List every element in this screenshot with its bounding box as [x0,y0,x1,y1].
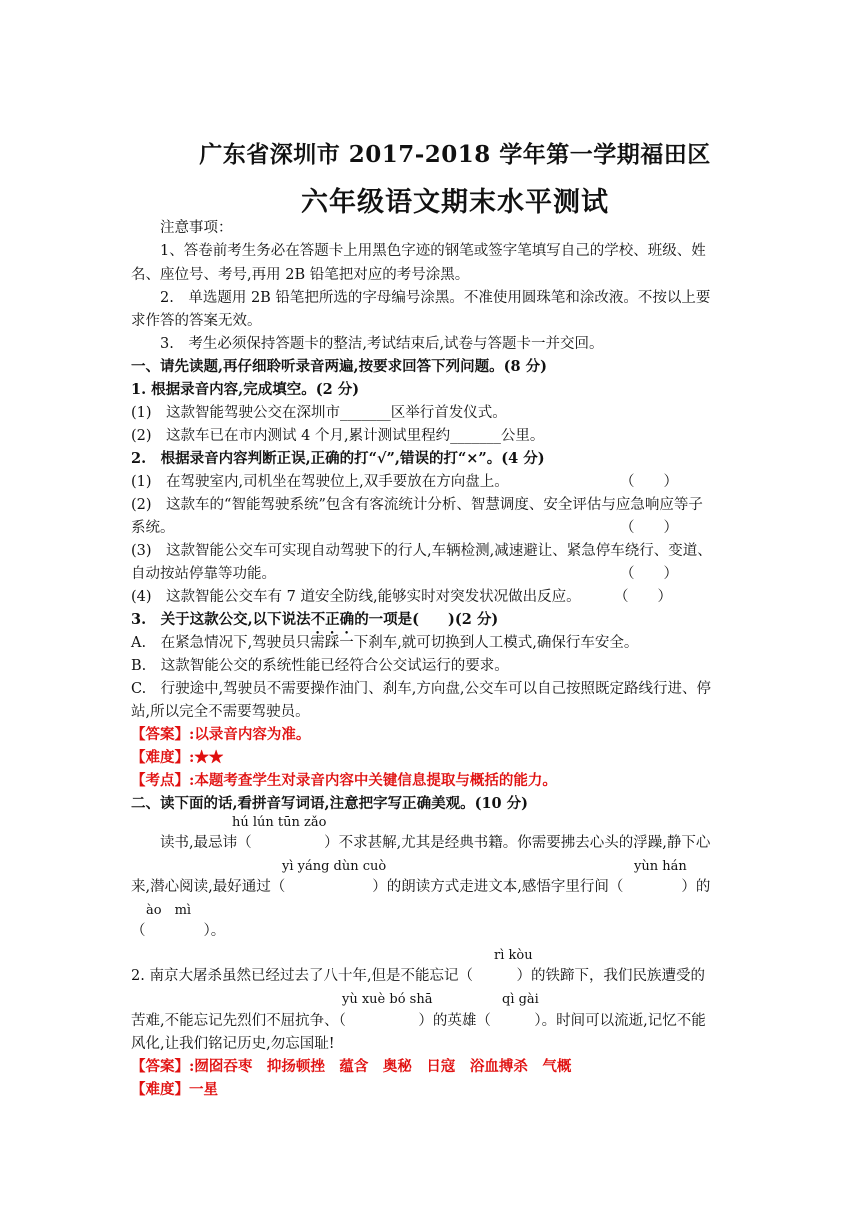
q1-item-2: (2) 这款车已在市内测试 4 个月,累计测试里程约_______公里。 [131,428,545,444]
section-2-answer: 【答案】:囫囵吞枣 抑扬顿挫 蕴含 奥秘 日寇 浴血搏杀 气概 [131,1058,572,1075]
q2-item-4-answer-box: （ ） [614,589,672,605]
note-2-line-a: 2. 单选题用 2B 铅笔把所选的字母编号涂黑。不准使用圆珠笔和涂改液。不按以上要 [160,290,711,306]
q2-item-4: (4) 这款智能公交车有 7 道安全防线,能够实时对突发状况做出反应。 [131,589,581,605]
pinyin-yi-yang-dun-cuo: yì yáng dùn cuò [282,859,387,874]
pinyin-ri-kou: rì kòu [494,948,533,963]
q3-heading-pre: 3. 关于这款公交,以下说法 [131,611,311,628]
section-2-difficulty: 【难度】一星 [131,1081,218,1098]
q2-heading: 2. 根据录音内容判断正误,正确的打“√”,错误的打“×”。(4 分) [131,450,545,467]
q1-item-1: (1) 这款智能驾驶公交在深圳市_______区举行首发仪式。 [131,405,507,421]
passage-1-line-1: 读书,最忌讳（ ）不求甚解,尤其是经典书籍。你需要拂去心头的浮躁,静下心 [160,835,711,851]
pinyin-ao-mi: ào mì [146,903,192,918]
q1-heading: 1. 根据录音内容,完成填空。(2 分) [131,381,360,398]
section-2-heading: 二、读下面的话,看拼音写词语,注意把字写正确美观。(10 分) [131,795,529,812]
passage-2-line-1: 2. 南京大屠杀虽然已经过去了八十年,但是不能忘记（ ）的铁蹄下，我们民族遭受的 [131,968,706,984]
q2-item-2-answer-box: （ ） [620,520,678,536]
section-1-answer: 【答案】:以录音内容为准。 [131,726,311,743]
q2-item-1: (1) 在驾驶室内,司机坐在驾驶位上,双手要放在方向盘上。 [131,474,509,490]
q3-heading-post: 的一项是( )(2 分) [354,611,499,628]
note-1-line-a: 1、答卷前考生务必在答题卡上用黑色字迹的钢笔或签字笔填写自己的学校、班级、姓 [160,243,706,259]
notes-heading: 注意事项： [160,220,233,236]
section-1-difficulty: 【难度】:★★ [131,749,224,766]
section-1-key-point: 【考点】:本题考查学生对录音内容中关键信息提取与概括的能力。 [131,772,557,789]
note-2-line-b: 求作答的答案无效。 [131,313,262,329]
q3-option-c-line-a: C. 行驶途中,驾驶员不需要操作油门、刹车,方向盘,公交车可以自己按照既定路线行进、停 [131,681,712,697]
pinyin-hu-lun-tun-zao: hú lún tūn zǎo [232,815,327,830]
exam-title-line2: 六年级语文期末水平测试 [301,187,609,218]
passage-2-line-2: 苦难,不能忘记先烈们不屈抗争、（ ）的英雄（ ）。时间可以流逝,记忆不能 [131,1013,706,1029]
q2-item-2-line-b: 系统。 [131,520,175,536]
pinyin-yu-xue-bo-sha: yù xuè bó shā [342,992,433,1007]
q2-item-3-answer-box: （ ） [620,566,678,582]
note-1-line-b: 名、座位号、考号,再用 2B 铅笔把对应的考号涂黑。 [131,267,470,283]
section-1-heading: 一、请先读题,再仔细聆听录音两遍,按要求回答下列问题。(8 分) [131,358,547,375]
passage-1-line-2: 来,潜心阅读,最好通过（ ）的朗读方式走进文本,感悟字里行间（ ）的 [131,879,711,895]
q3-option-c-line-b: 站,所以完全不需要驾驶员。 [131,704,310,720]
q3-option-a: A. 在紧急情况下,驾驶员只需踩一下刹车,就可切换到人工模式,确保行车安全。 [131,635,639,651]
exam-title-line1: 广东省深圳市 2017-2018 学年第一学期福田区 [199,141,711,168]
passage-1-line-3: （ ）。 [131,923,226,939]
q3-option-b: B. 这款智能公交的系统性能已经符合公交试运行的要求。 [131,658,509,674]
q2-item-3-line-a: (3) 这款智能公交车可实现自动驾驶下的行人,车辆检测,减速避让、紧急停车绕行、变道、 [131,543,712,559]
note-3: 3. 考生必须保持答题卡的整洁,考试结束后,试卷与答题卡一并交回。 [160,336,604,352]
pinyin-yun-han: yùn hán [634,859,687,874]
passage-2-line-3: 风化,让我们铭记历史,勿忘国耻! [131,1036,335,1052]
pinyin-qi-gai: qì gài [502,992,539,1007]
q2-item-2-line-a: (2) 这款车的“智能驾驶系统”包含有客流统计分析、智慧调度、安全评估与应急响应等子 [131,497,703,513]
q2-item-3-line-b: 自动按站停靠等功能。 [131,566,276,582]
q3-heading-emphasis: 不正确 [310,611,355,628]
q2-item-1-answer-box: （ ） [620,474,678,490]
